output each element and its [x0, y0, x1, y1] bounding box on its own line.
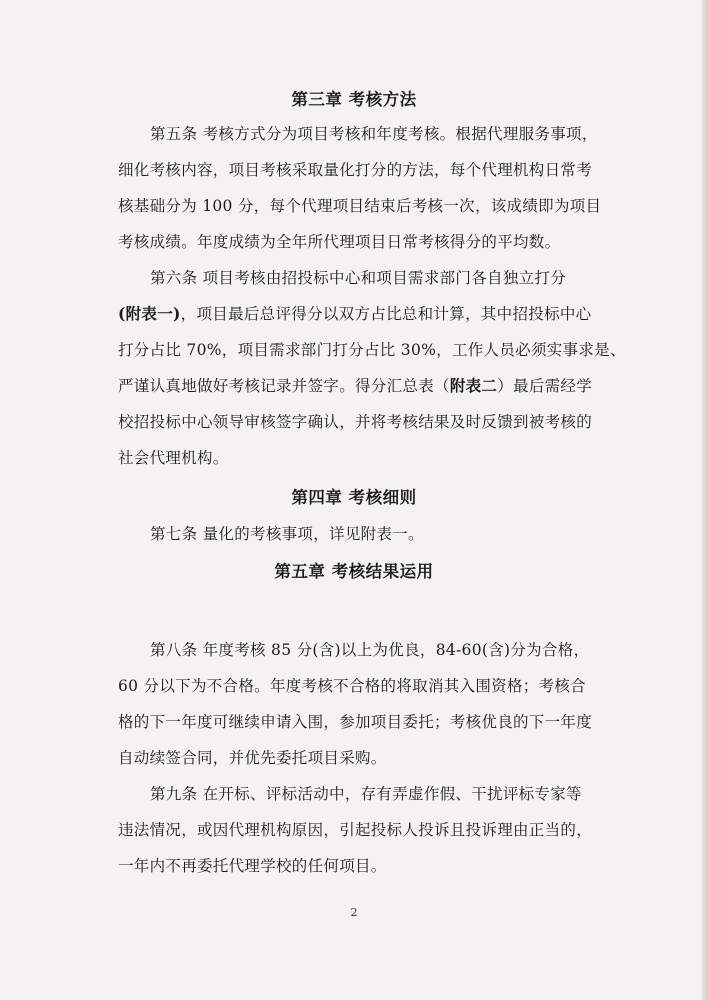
art6-line-4 — [118, 374, 592, 396]
art6-line-2-rest: ，项目最后总评得分以双方占比总和计算，其中招投标中心 — [180, 305, 592, 323]
art6-line-3: 打分占比 70%，项目需求部门打分占比 30%，工作人员必须实事求是、 — [118, 341, 626, 359]
art8-line-2: 60 分以下为不合格。年度考核不合格的将取消其入围资格；考核合 — [118, 677, 586, 695]
art7-line: 第七条 量化的考核事项，详见附表一。 — [150, 525, 424, 543]
art6-line-1: 第六条 项目考核由招投标中心和项目需求部门各自独立打分 — [150, 269, 567, 287]
art6-line-5: 校招投标中心领导审核签字确认，并将考核结果及时反馈到被考核的 — [118, 413, 593, 431]
page-number: 2 — [350, 906, 358, 919]
art5-line-2: 细化考核内容，项目考核采取量化打分的方法，每个代理机构日常考 — [118, 161, 593, 179]
art6-line-6: 社会代理机构。 — [118, 449, 229, 467]
art9-line-2: 违法情况，或因代理机构原因，引起投标人投诉且投诉理由正当的， — [118, 821, 593, 839]
art8-line-4: 自动续签合同，并优先委托项目采购。 — [118, 749, 387, 767]
appendix-1-ref: (附表一) — [118, 304, 181, 323]
art6-line-4-a: 严谨认真地做好考核记录并签字。得分汇总表（ — [118, 377, 450, 395]
art9-line-1: 第九条 在开标、评标活动中，存有弄虚作假、干扰评标专家等 — [150, 785, 582, 803]
art6-line-4-b: ）最后需经学 — [497, 377, 593, 395]
art5-line-4: 考核成绩。年度成绩为全年所代理项目日常考核得分的平均数。 — [118, 233, 561, 251]
chapter5-title: 第五章 考核结果运用 — [274, 562, 434, 581]
art5-line-1: 第五条 考核方式分为项目考核和年度考核。根据代理服务事项， — [150, 125, 598, 143]
art8-line-1: 第八条 年度考核 85 分(含)以上为优良，84-60(含)分为合格， — [150, 641, 590, 659]
art9-line-3: 一年内不再委托代理学校的任何项目。 — [118, 857, 387, 875]
chapter4-title: 第四章 考核细则 — [291, 488, 417, 507]
art8-line-3: 格的下一年度可继续申请入围，参加项目委托；考核优良的下一年度 — [118, 713, 593, 731]
art6-line-2 — [118, 302, 591, 324]
chapter3-title: 第三章 考核方法 — [291, 90, 417, 109]
art5-line-3: 核基础分为 100 分，每个代理项目结束后考核一次，该成绩即为项目 — [118, 197, 602, 215]
appendix-2-ref: 附表二 — [449, 376, 498, 395]
